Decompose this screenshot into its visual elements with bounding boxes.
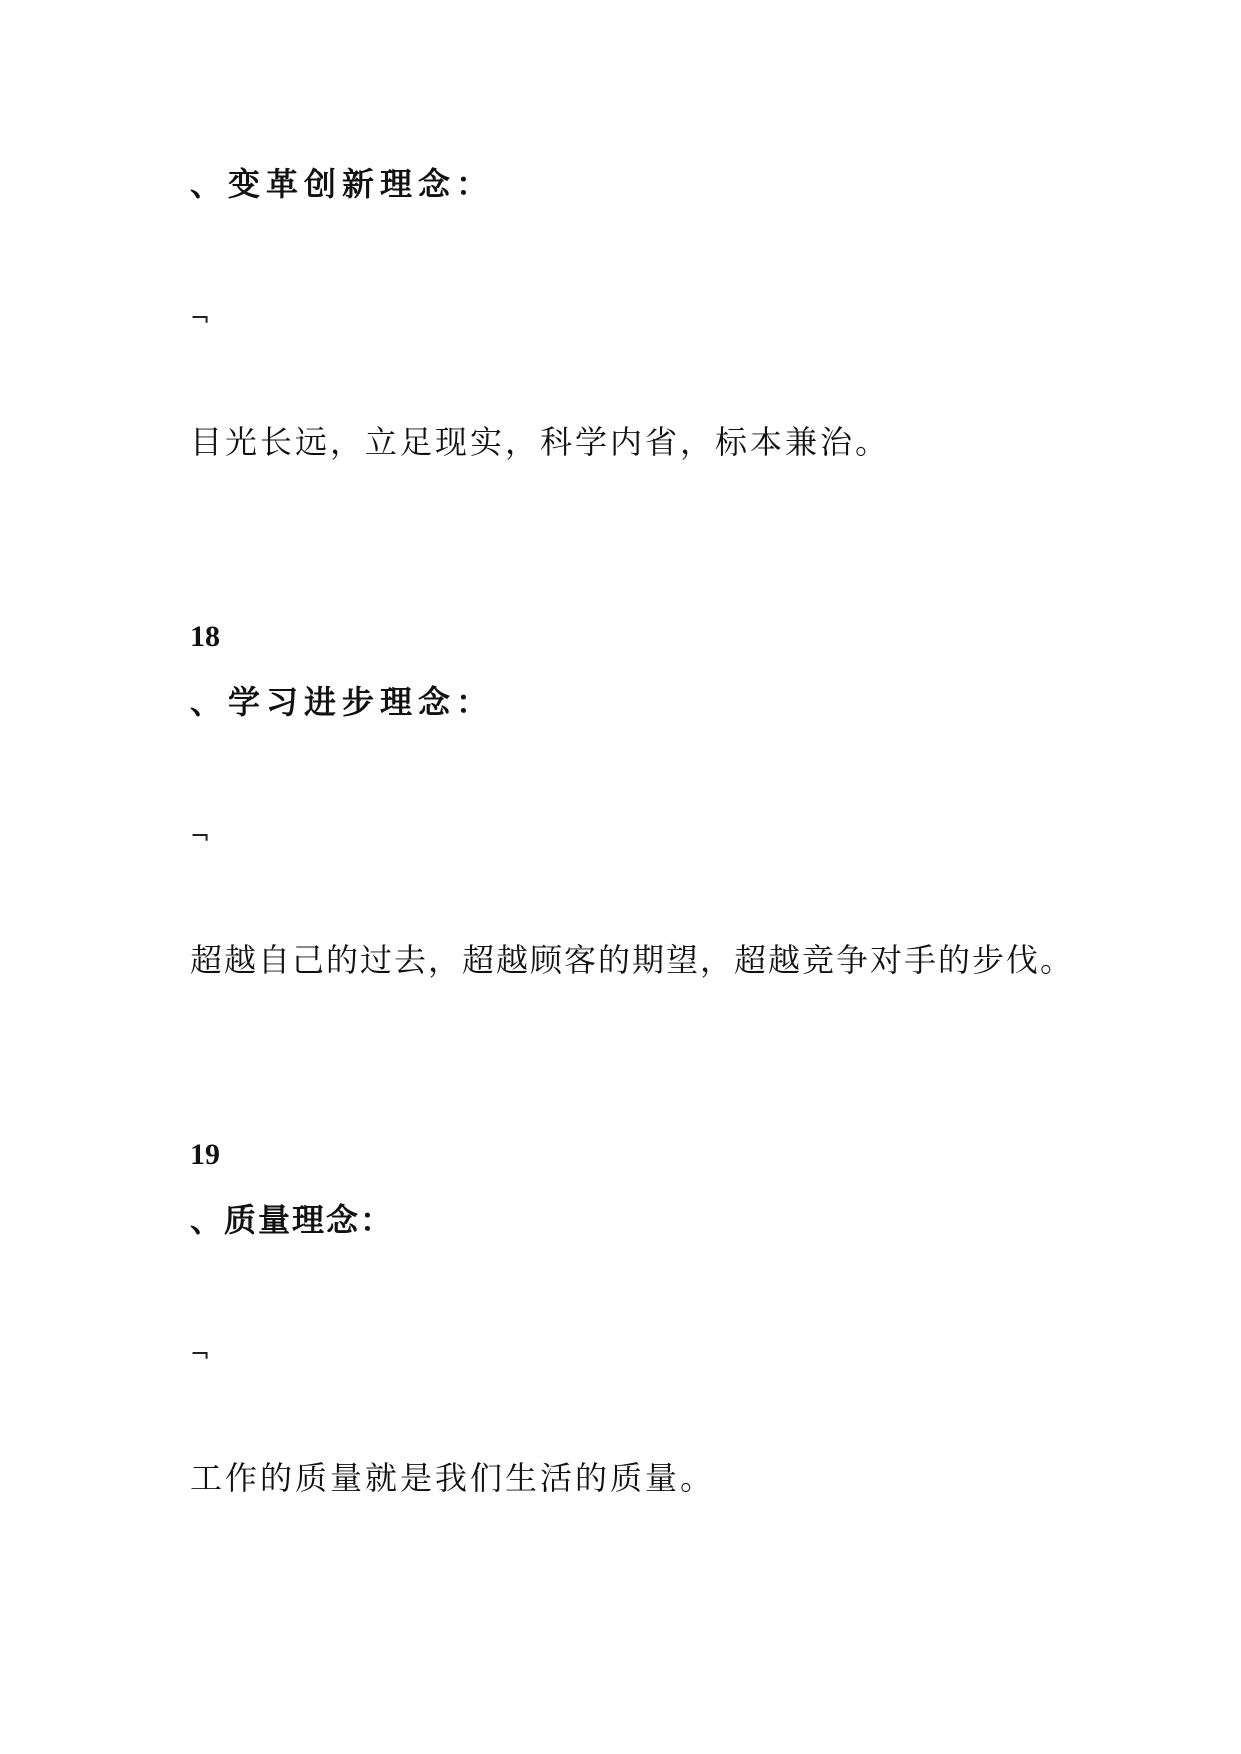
paragraph-marker: ¬: [190, 304, 211, 332]
section-number: 19: [190, 1138, 220, 1171]
section-number: 18: [190, 620, 220, 653]
paragraph-marker: ¬: [190, 822, 211, 850]
section-text: 目光长远，立足现实，科学内省，标本兼治。: [190, 423, 891, 461]
paragraph-marker: ¬: [190, 1340, 211, 1368]
section-heading: 、学习进步理念：: [190, 683, 495, 721]
section-text: 超越自己的过去，超越顾客的期望，超越竞争对手的步伐。: [190, 941, 1075, 979]
section-text: 工作的质量就是我们生活的质量。: [190, 1459, 716, 1497]
section-heading: 、质量理念：: [190, 1201, 395, 1239]
section-heading: 、变革创新理念：: [190, 165, 495, 203]
